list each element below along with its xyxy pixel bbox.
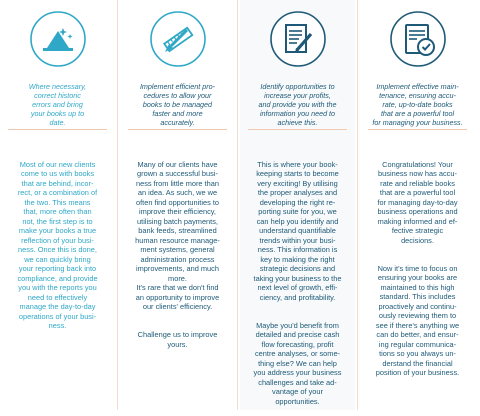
separator	[8, 129, 107, 130]
step-card	[0, 0, 115, 410]
column-divider	[357, 0, 358, 410]
separator	[368, 129, 467, 130]
step-body	[246, 150, 349, 416]
step-card	[120, 0, 235, 410]
column-divider	[117, 0, 118, 410]
step-column-2	[120, 0, 235, 410]
step-intro: Where necessary, correct historic errors and bring your books up to date.	[28, 82, 87, 127]
step-paragraph: Many of our clients have grown a successful busi- ness from little more than an idea. As such, we we often find opportunities to improve their efficiency, utilising batch payments, bank feeds, streamlined human resource manage- ment systems, general administration process improvements, and much more. It's rare that we don't find an opportunity to improve our clients' efficiency.	[135, 159, 220, 311]
step-paragraph: Challenge us to improve yours.	[137, 330, 218, 349]
step-body	[6, 150, 109, 340]
step-intro: Identify opportunities to increase your profits, and provide you with the information you need to achieve this.	[258, 82, 337, 127]
step-column-3	[240, 0, 355, 410]
step-intro: Implement effective main- tenance, ensuring accu- rate, up-to-date books that are a powerful tool for managing your business.	[372, 82, 463, 127]
step-intro: Implement efficient pro- cedures to allow your books to be managed faster and more accurately.	[139, 82, 216, 127]
step-paragraph: Now it's time to focus on ensuring your books are maintained to this high standard. This includes proactively and continu- ously reviewing them to see if there's anything we can do better, and ensur- ing regular communica- tions so you always un- derstand the financial position of your business.	[375, 263, 460, 377]
step-body	[366, 150, 469, 387]
step-column-4	[360, 0, 475, 410]
pencil-ruler-icon	[149, 10, 207, 68]
step-paragraph: This is where your book- keeping starts to become very exciting! By utilising the proper analyses and developing the right re- porting suite for you, we can help you identify and understand quantifiable trends within your busi- ness. This information is key to making the right strategic decisions and taking your business to the next level of growth, effi- ciency, and profitability.	[253, 159, 342, 302]
document-pen-icon	[269, 10, 327, 68]
step-paragraph: Maybe you'd benefit from detailed and precise cash flow forecasting, profit centre analyses, or some- thing else? We can help you address your business challenges and take ad- vantage of your opportunities.	[253, 320, 342, 406]
step-card	[360, 0, 475, 410]
step-column-1	[0, 0, 115, 410]
clipboard-check-icon	[389, 10, 447, 68]
step-body	[126, 150, 229, 359]
pyramid-sparkle-icon	[29, 10, 87, 68]
column-divider	[237, 0, 238, 410]
step-paragraph: Congratulations! Your business now has accu- rate and reliable books that are a powerful tool for managing day-to-day business operations and making informed and ef- fective strategic decisions.	[377, 159, 458, 245]
step-card	[240, 0, 355, 410]
separator	[128, 129, 227, 130]
step-paragraph: Most of our new clients come to us with books that are behind, incor- rect, or a combination of the two. This means that, more often than not, the first step is to make your books a true reflection of your busi- ness. Once this is done, we can quickly bring your reporting back into compliance, and provide you with the reports you need to effectively manage the day-to-day operations of your busi- ness.	[17, 159, 98, 330]
separator	[248, 129, 347, 130]
